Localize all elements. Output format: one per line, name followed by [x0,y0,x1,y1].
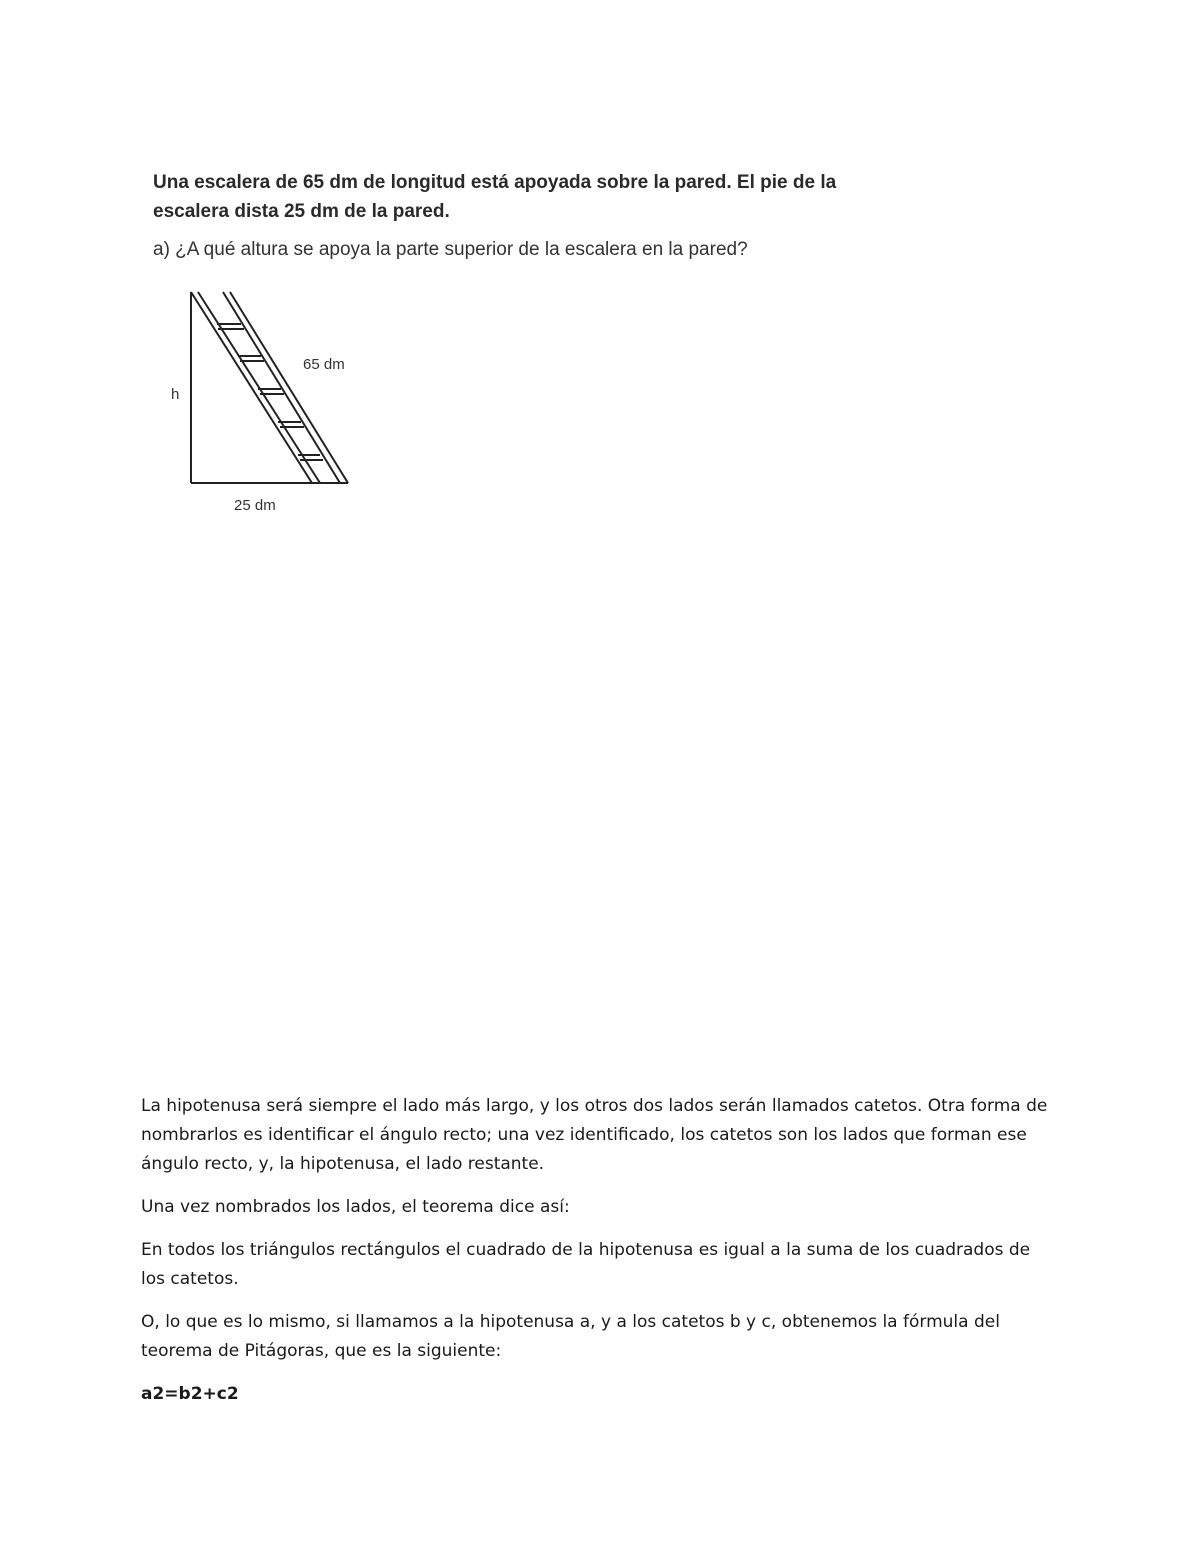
ladder-figure [160,282,400,522]
base-label: 25 dm [234,497,276,514]
pythagoras-formula: a2=b2+c2 [141,1384,239,1404]
paragraph-hypotenuse: La hipotenusa será siempre el lado más largo, y los otros dos lados serán llamados catetos. Otra forma de nombrarlos es identificar el ángulo recto; una vez identificado, los catetos son los lados que forman ese ángulo recto, y, la hipotenusa, el lado restante. [141,1096,1048,1174]
ladder-rail-left-outer [191,292,312,483]
problem-block [153,168,873,264]
problem-question: a) ¿A qué altura se apoya la parte superior de la escalera en la pared? [153,239,748,260]
explanation-text [141,1092,1051,1423]
ladder-rungs [217,324,323,460]
paragraph-theorem-intro: Una vez nombrados los lados, el teorema dice así: [141,1197,570,1217]
ladder-diagram [160,282,400,522]
problem-statement: Una escalera de 65 dm de longitud está apoyada sobre la pared. El pie de la escalera dista 25 dm de la pared. [153,172,837,222]
height-label: h [171,386,180,403]
paragraph-theorem: En todos los triángulos rectángulos el cuadrado de la hipotenusa es igual a la suma de los cuadrados de los catetos. [141,1240,1031,1289]
ladder-rail-right-outer [230,292,348,483]
ladder-rail-right-inner [223,292,340,483]
paragraph-formula-intro: O, lo que es lo mismo, si llamamos a la hipotenusa a, y a los catetos b y c, obtenemos la fórmula del teorema de Pitágoras, que es la siguiente: [141,1312,1000,1361]
hypotenuse-label: 65 dm [303,356,345,373]
